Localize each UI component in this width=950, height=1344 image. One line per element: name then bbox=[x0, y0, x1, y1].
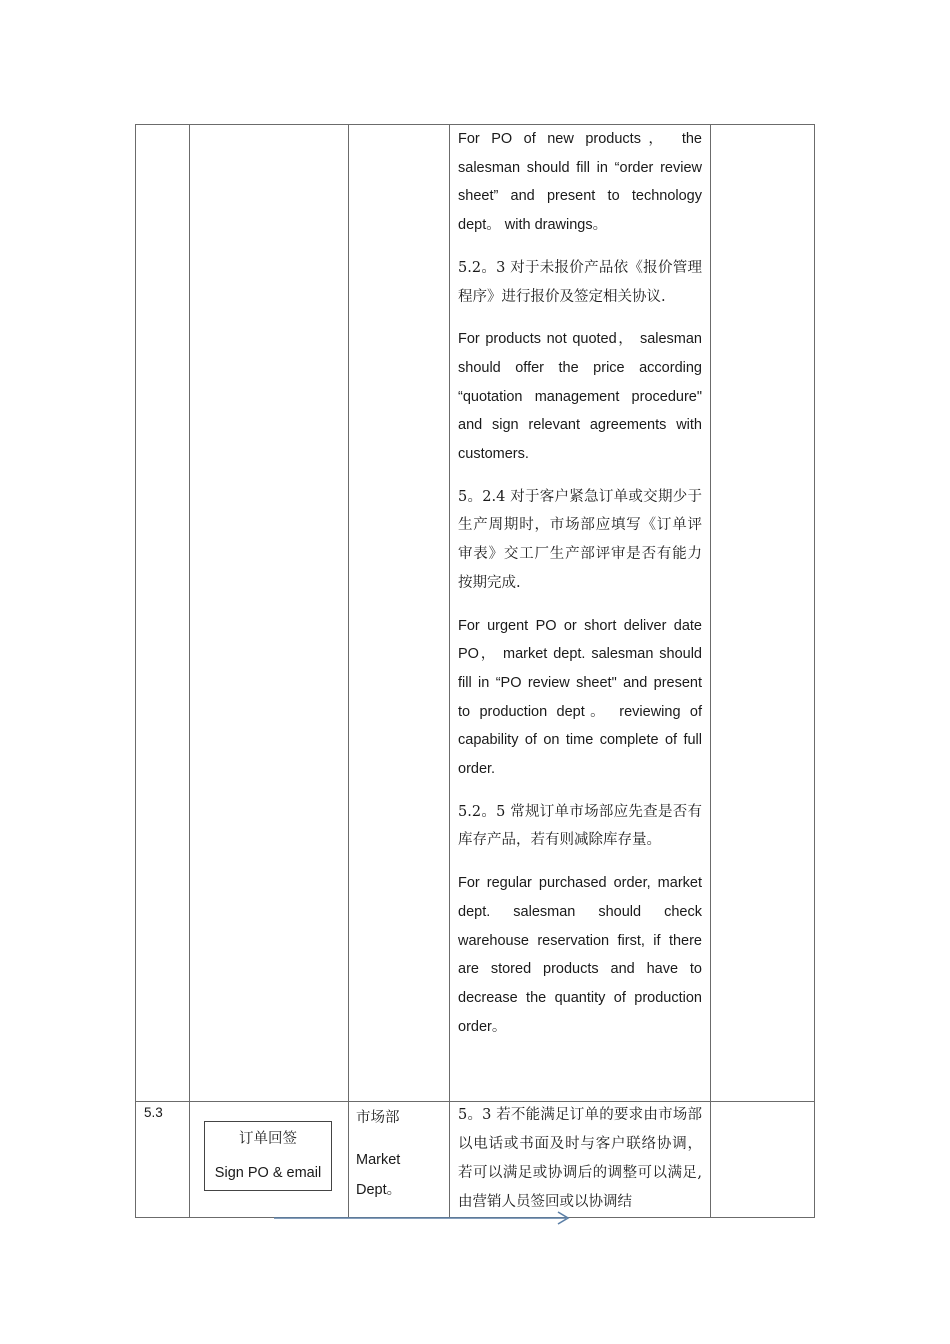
flowchart-box-sign-po bbox=[204, 1121, 332, 1191]
paragraph-not-quoted-en: For products not quoted， salesman should offer the price according “quotation management procedure" and sign relevant agreements with customers. bbox=[458, 331, 702, 463]
paragraph-regular-po-en: For regular purchased order, market dept. salesman should check warehouse reservation first, if there are stored products and have to decrease the quantity of production order。 bbox=[458, 875, 702, 1035]
flow-box-label-zh: 订单回签 bbox=[239, 1131, 297, 1147]
responsible-dept bbox=[356, 1103, 446, 1205]
paragraph-5-2-5-zh: 5.2。5 常规订单市场部应先查是否有库存产品，若有则减除库存量。 bbox=[458, 803, 702, 849]
paragraph-5-2-4-zh: 5。2.4 对于客户紧急订单或交期少于生产周期时，市场部应填写《订单评审表》交工厂生产部评审是否有能力按期完成. bbox=[458, 488, 702, 591]
flow-arrow-icon bbox=[270, 1208, 580, 1228]
column-divider bbox=[348, 125, 349, 1217]
dept-label-en-line1: Market bbox=[356, 1152, 401, 1168]
paragraph-new-products-en: For PO of new products， the salesman should fill in “order review sheet” and present to technology dept。 with drawings。 bbox=[458, 131, 702, 234]
procedure-table bbox=[135, 124, 815, 1218]
dept-label-zh: 市场部 bbox=[356, 1110, 400, 1126]
paragraph-5-2-3-zh: 5.2。3 对于未报价产品依《报价管理程序》进行报价及签定相关协议. bbox=[458, 259, 702, 305]
column-divider bbox=[449, 125, 450, 1217]
flow-box-label-en: Sign PO & email bbox=[214, 1165, 322, 1181]
row2-description-cell bbox=[458, 1101, 702, 1217]
paragraph-urgent-po-en: For urgent PO or short deliver date PO， market dept. salesman should fill in “PO review sheet" and present to production dept。 reviewing of capability of on time complete of full order. bbox=[458, 617, 702, 778]
column-divider bbox=[710, 125, 711, 1217]
paragraph-5-3-zh: 5。3 若不能满足订单的要求由市场部以电话或书面及时与客户联络协调，若可以满足或协调后的调整可以满足,由营销人员签回或以协调结 bbox=[458, 1107, 702, 1210]
row1-description-cell bbox=[458, 125, 702, 1055]
column-divider bbox=[189, 125, 190, 1217]
dept-label-en-line2: Dept。 bbox=[356, 1182, 402, 1198]
step-number: 5.3 bbox=[144, 1105, 163, 1120]
